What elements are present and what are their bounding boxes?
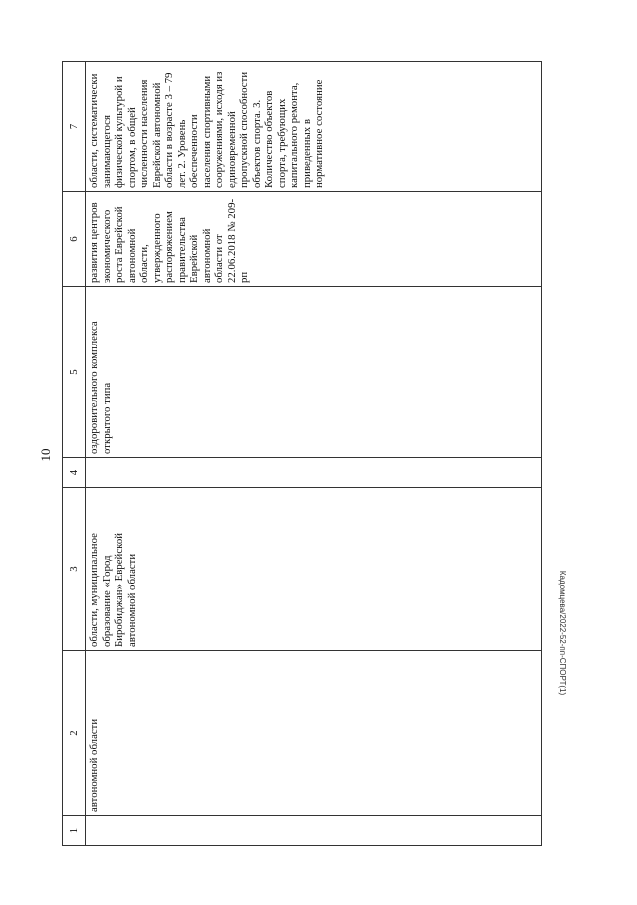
cell-col-1	[86, 816, 542, 846]
cell-col-4	[86, 458, 542, 488]
header-col-4: 4	[63, 458, 86, 488]
cell-col-7: области, систематически занимающегося физической культурой и спортом, в общей численности населения Еврейской автономной области в возрасте 3 – 79 лет. 2. Уровень обеспеченности населения спортивными сооружениями, исходя из единовременной пропускной способности объектов спорта. 3. Количество объектов спорта, требующих капитального ремонта, приведенных в нормативное состояние	[86, 62, 542, 192]
cell-col-5: оздоровительного комплекса открытого типа	[86, 287, 542, 458]
header-col-1: 1	[63, 816, 86, 846]
table-row	[86, 62, 542, 846]
header-col-7: 7	[63, 62, 86, 192]
header-col-6: 6	[63, 192, 86, 287]
cell-col-3: области, муниципальное образование «Город Биробиджан» Еврейской автономной области	[86, 488, 542, 651]
document-code: Кадомцева/2022-52-пп-СПОРТ(1)	[558, 570, 567, 696]
page-number: 10	[38, 448, 53, 462]
rotated-table-wrapper	[62, 62, 542, 846]
header-col-3: 3	[63, 488, 86, 651]
cell-col-2: автономной области	[86, 651, 542, 816]
header-col-2: 2	[63, 651, 86, 816]
header-col-5: 5	[63, 287, 86, 458]
header-row	[63, 62, 86, 846]
cell-col-6: развития центров экономического роста Еврейской автономной области, утвержденного распоряжением правительства Еврейской автономной области от 22.06.2018 № 209-рп	[86, 192, 542, 287]
program-table	[62, 61, 542, 846]
